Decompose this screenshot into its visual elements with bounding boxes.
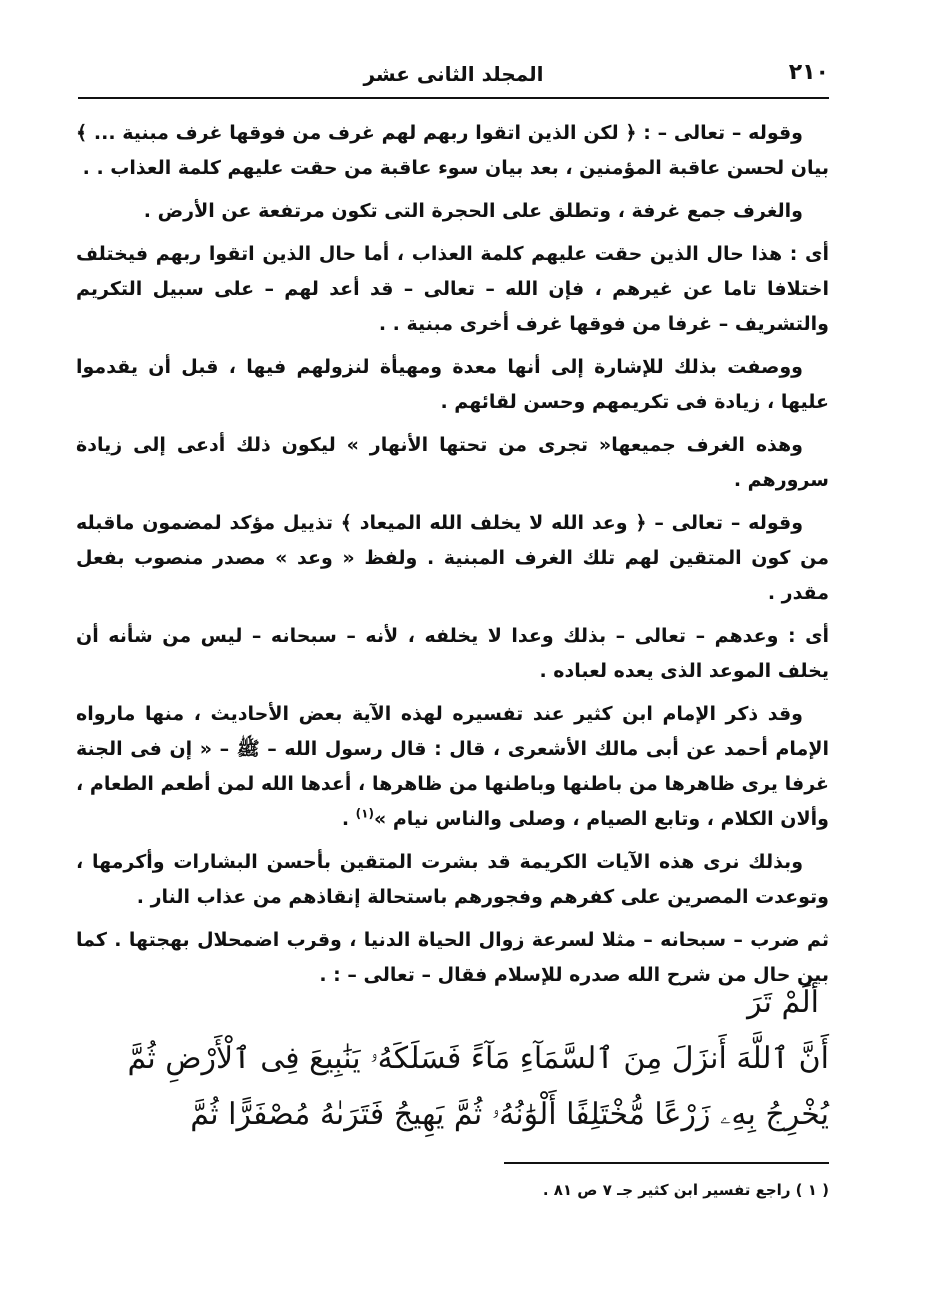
paragraph-with-footnote — [76, 697, 829, 837]
header-rule — [78, 97, 829, 99]
paragraph: وقوله – تعالى – ﴿ وعد الله لا يخلف الله الميعاد ﴾ تذييل مؤكد لمضمون ماقبله من كون المتقين لهم تلك الغرف المبنية . ولفظ « وعد » مصدر منصوب بفعل مقدر . — [76, 512, 829, 604]
page-header — [78, 58, 829, 96]
paragraph: والغرف جمع غرفة ، وتطلق على الحجرة التى تكون مرتفعة عن الأرض . — [143, 200, 803, 222]
verse-line: أَلَمْ تَرَ — [747, 985, 819, 1020]
verse-line: يُخْرِجُ بِهِۦ زَرْعًا مُّخْتَلِفًا أَلْوَٰنُهُۥ ثُمَّ يَهِيجُ فَتَرَىٰهُ مُصْفَرًّا ثُمَّ — [190, 1097, 829, 1132]
paragraph: أى : وعدهم – تعالى – بذلك وعدا لا يخلفه ، لأنه – سبحانه – ليس من شأنه أن يخلف الموعد الذى يعده لعباده . — [76, 625, 829, 682]
paragraph: وبذلك نرى هذه الآيات الكريمة قد بشرت المتقين بأحسن البشارات وأكرمها ، وتوعدت المصرين على كفرهم وفجورهم باستحالة إنقاذهم من عذاب النار . — [76, 851, 829, 908]
paragraph: ثم ضرب – سبحانه – مثلا لسرعة زوال الحياة الدنيا ، وقرب اضمحلال بهجتها . كما بين حال من شرح الله صدره للإسلام فقال – تعالى – : . — [76, 929, 829, 986]
quran-verse — [127, 975, 829, 1143]
footnote-reference[interactable]: (١) — [355, 806, 374, 821]
paragraph: أى : هذا حال الذين حقت عليهم كلمة العذاب ، أما حال الذين اتقوا ربهم فيختلف اختلافا تاما عن غيرهم ، فإن الله – تعالى – قد أعد لهم – على سبيل التكريم والتشريف – غرفا من فوقها غرف أخرى مبنية . . — [76, 243, 829, 335]
paragraph: وقوله – تعالى – : ﴿ لكن الذين اتقوا ربهم لهم غرف من فوقها غرف مبنية ... ﴾ بيان لحسن عاقبة المؤمنين ، بعد بيان سوء عاقبة من حقت عليهم كلمة العذاب . . — [76, 122, 829, 179]
body-text — [76, 116, 829, 1001]
paragraph-text: وقد ذكر الإمام ابن كثير عند تفسيره لهذه الآية بعض الأحاديث ، منها مارواه الإمام أحمد عن أبى مالك الأشعرى ، قال : قال رسول الله – ﷺ – « إن فى الجنة غرفا يرى ظاهرها من باطنها وباطنها من ظاهرها ، أعدها الله لمن أطعم الطعام ، وألان الكلام ، وتابع الصيام ، وصلى والناس نيام » — [76, 703, 829, 830]
paragraph-end: . — [341, 808, 356, 830]
paragraph: وهذه الغرف جميعها« تجرى من تحتها الأنهار » ليكون ذلك أدعى إلى زيادة سرورهم . — [76, 434, 829, 491]
page-number: ٢١٠ — [788, 60, 829, 85]
running-title: المجلد الثانى عشر — [363, 62, 544, 86]
footnote-rule — [504, 1162, 829, 1164]
verse-line: أَنَّ ٱللَّهَ أَنزَلَ مِنَ ٱلسَّمَآءِ مَآءً فَسَلَكَهُۥ يَنَٰبِيعَ فِى ٱلْأَرْضِ ثُمَّ — [127, 1041, 829, 1076]
footnote: ( ١ ) راجع تفسير ابن كثير جـ ٧ ص ٨١ . — [542, 1181, 829, 1199]
paragraph: ووصفت بذلك للإشارة إلى أنها معدة ومهيأة لنزولهم فيها ، قبل أن يقدموا عليها ، زيادة فى تكريمهم وحسن لقائهم . — [76, 356, 829, 413]
